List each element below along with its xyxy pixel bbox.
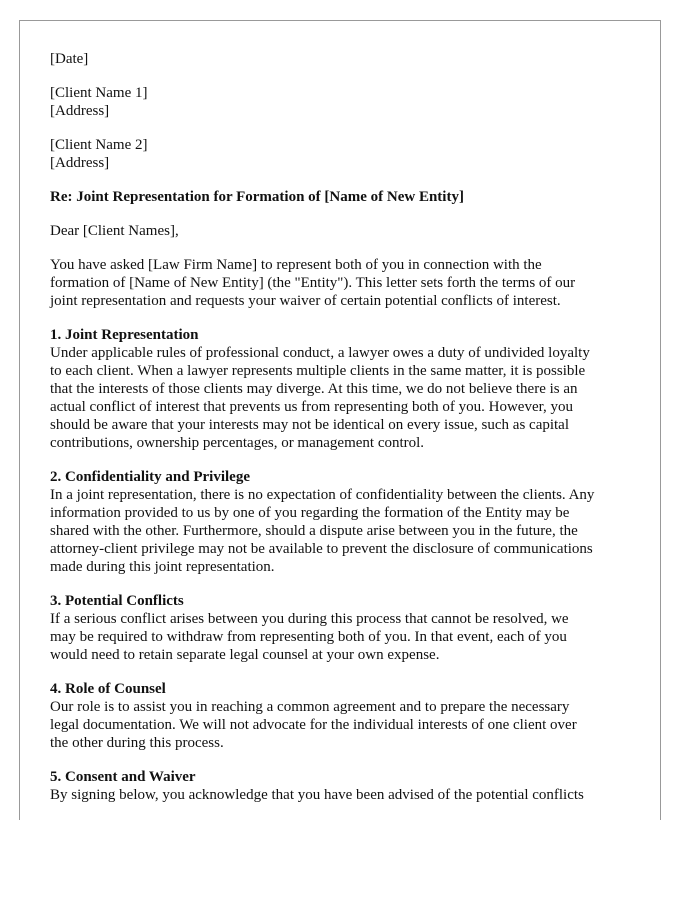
intro-line: joint representation and requests your waiver of certain potential conflicts of interest.: [50, 293, 561, 309]
letter-body: [50, 50, 640, 820]
section-line: may be required to withdraw from representing both of you. In that event, each of you: [50, 629, 567, 645]
section-line: If a serious conflict arises between you during this process that cannot be resolved, we: [50, 611, 569, 627]
section-role-of-counsel: [50, 680, 640, 752]
letter-page: [19, 20, 661, 820]
subject-block: [50, 188, 640, 206]
client-1-address: [Address]: [50, 103, 110, 119]
section-joint-representation: [50, 326, 640, 452]
date-block: [50, 50, 640, 68]
section-line: information provided to us by one of you regarding the formation of the Entity may be: [50, 505, 570, 521]
client-1-name: [Client Name 1]: [50, 85, 148, 101]
section-line: Our role is to assist you in reaching a common agreement and to prepare the necessary: [50, 699, 570, 715]
section-line: the other during this process.: [50, 735, 224, 751]
section-line: that the interests of those clients may diverge. At this time, we do not believe there is an: [50, 381, 578, 397]
intro-line: formation of [Name of New Entity] (the "Entity"). This letter sets forth the terms of our: [50, 275, 576, 291]
section-heading: 1. Joint Representation: [50, 327, 199, 343]
section-line: should be aware that your interests may not be identical on every issue, such as capital: [50, 417, 570, 433]
section-heading: 5. Consent and Waiver: [50, 769, 196, 785]
section-heading: 4. Role of Counsel: [50, 681, 166, 697]
section-line: In a joint representation, there is no expectation of confidentiality between the clients. Any: [50, 487, 595, 503]
salutation: Dear [Client Names],: [50, 223, 179, 239]
intro-paragraph: [50, 256, 640, 310]
letter-date: [Date]: [50, 51, 89, 67]
client-2-address-block: [50, 136, 640, 172]
client-2-address: [Address]: [50, 155, 110, 171]
section-line: attorney-client privilege may not be available to prevent the disclosure of communications: [50, 541, 593, 557]
section-line: legal documentation. We will not advocate for the individual interests of one client over: [50, 717, 577, 733]
section-line: to each client. When a lawyer represents multiple clients in the same matter, it is possible: [50, 363, 586, 379]
section-line: made during this joint representation.: [50, 559, 275, 575]
salutation-block: [50, 222, 640, 240]
client-1-address-block: [50, 84, 640, 120]
section-line: By signing below, you acknowledge that you have been advised of the potential conflicts: [50, 787, 584, 803]
intro-line: You have asked [Law Firm Name] to represent both of you in connection with the: [50, 257, 542, 273]
section-line: Under applicable rules of professional conduct, a lawyer owes a duty of undivided loyalty: [50, 345, 590, 361]
section-heading: 2. Confidentiality and Privilege: [50, 469, 250, 485]
client-2-name: [Client Name 2]: [50, 137, 148, 153]
section-line: shared with the other. Furthermore, should a dispute arise between you in the future, the: [50, 523, 578, 539]
section-line: actual conflict of interest that prevents us from representing both of you. However, you: [50, 399, 573, 415]
section-heading: 3. Potential Conflicts: [50, 593, 184, 609]
section-consent-waiver: [50, 768, 640, 804]
section-line: would need to retain separate legal counsel at your own expense.: [50, 647, 440, 663]
section-confidentiality: [50, 468, 640, 576]
section-potential-conflicts: [50, 592, 640, 664]
section-line: contributions, ownership percentages, or management control.: [50, 435, 425, 451]
subject-line: Re: Joint Representation for Formation of [Name of New Entity]: [50, 189, 464, 205]
